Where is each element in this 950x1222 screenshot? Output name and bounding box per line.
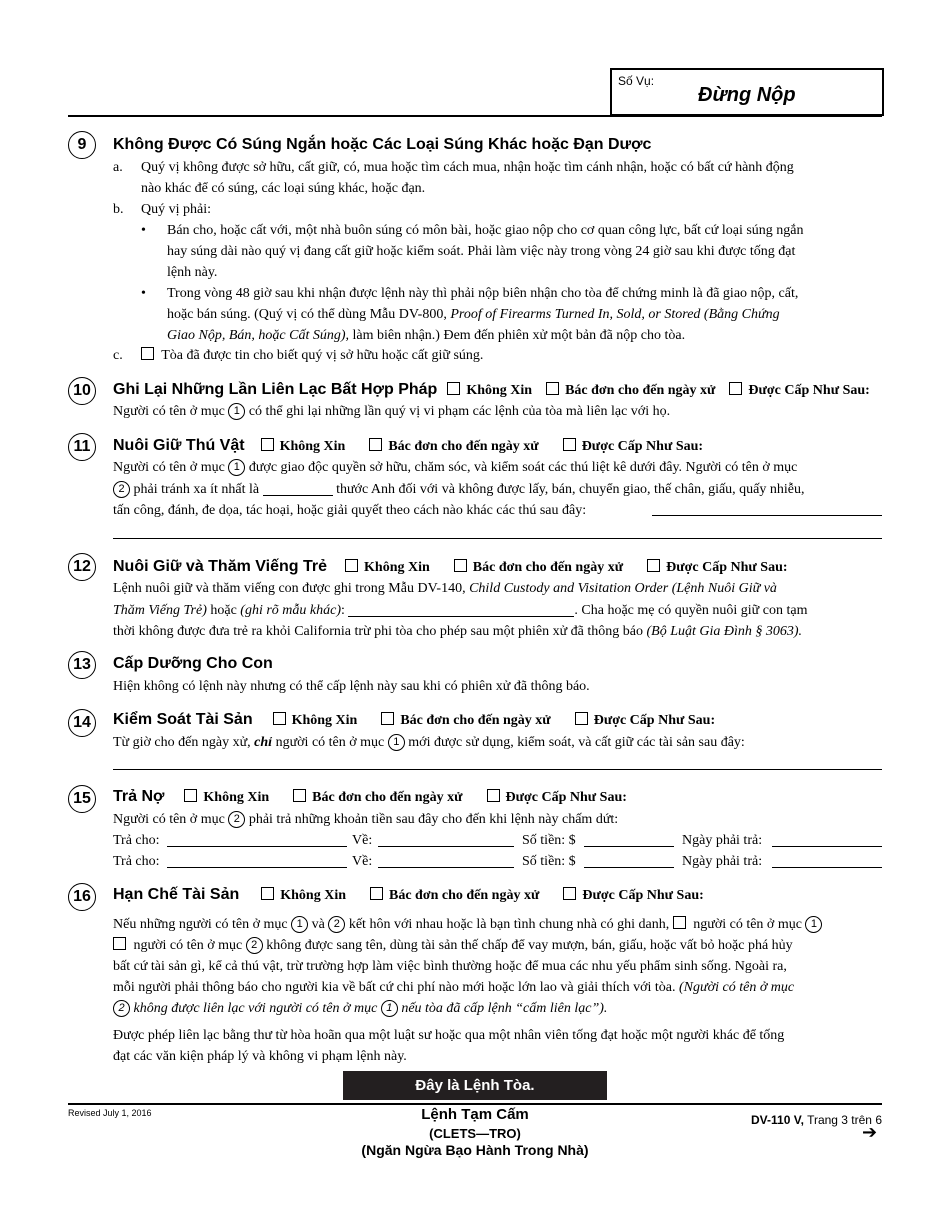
s12-granted-label: Được Cấp Như Sau: (666, 560, 788, 575)
s16-l5b: nếu tòa đã cấp lệnh “cấm liên lạc”). (397, 1001, 608, 1016)
s12-no-checkbox[interactable] (345, 559, 358, 572)
item-9c (141, 345, 483, 366)
s16-granted-label: Được Cấp Như Sau: (582, 888, 704, 903)
s14-l1a: Từ giờ cho đến ngày xử, (113, 735, 255, 750)
dv140-form-name: Child Custody and Visitation Order (Lệnh Nuôi Giữ và (469, 581, 777, 596)
s16-l2b: không được sang tên, dùng tài sản thế chấp để vay mượn, bán, giấu, hoặc vất bỏ hoặc phá hủy (262, 938, 793, 953)
s16-line2 (113, 935, 793, 956)
page-number: Trang 3 trên 6 (807, 1113, 882, 1127)
s11-line1 (113, 457, 797, 478)
form-subtitle-1: (CLETS—TRO) (429, 1126, 521, 1141)
s15-granted-checkbox[interactable] (487, 789, 500, 802)
s16-line1 (113, 914, 822, 935)
section-16-number: 16 (68, 883, 96, 911)
section-16-header (113, 886, 704, 904)
bullet-2: • (141, 286, 146, 301)
s12-no-label: Không Xin (364, 560, 430, 575)
s11-granted-label: Được Cấp Như Sau: (581, 439, 704, 454)
item-9a-line1: Quý vị không được sở hữu, cất giữ, có, mua hoặc tìm cách mua, nhận hoặc tìm cánh nhận, hoặc có bất cứ hành động (141, 160, 794, 175)
s12-line1 (113, 578, 777, 599)
s14-granted-label: Được Cấp Như Sau: (593, 713, 716, 728)
ref-2: 2 (328, 916, 345, 933)
s11-l1a: Người có tên ở mục (113, 460, 229, 475)
s11-line3 (113, 500, 586, 521)
footer-divider (68, 1103, 882, 1105)
top-divider (68, 115, 882, 117)
s16-l4b: (Người có tên ở mục (679, 980, 795, 995)
s16-l1d: người có tên ở mục (689, 917, 806, 932)
s15-l1a: Người có tên ở mục (113, 812, 229, 827)
s16-denied-label: Bác đơn cho đến ngày xử (389, 888, 540, 903)
s16-l2a: người có tên ở mục (130, 938, 246, 953)
s16-denied-checkbox[interactable] (370, 887, 383, 900)
pay-to-label: Trả cho: (113, 833, 160, 848)
s11-no-checkbox[interactable] (261, 438, 274, 451)
s16-line5 (113, 998, 607, 1019)
ref-2: 2 (113, 481, 130, 498)
s16-p2-line2: đạt các văn kiện pháp lý và không vi phạm lệnh này. (113, 1049, 407, 1064)
section-15-title: Trả Nợ (113, 788, 165, 805)
s10-text-a: Người có tên ở mục (113, 404, 229, 419)
ref-1: 1 (228, 459, 245, 476)
s15-no-label: Không Xin (203, 790, 270, 805)
s16-l1a: Nếu những người có tên ở mục (113, 917, 292, 932)
animals-field-1[interactable] (652, 515, 882, 516)
next-page-arrow-icon[interactable]: ➔ (862, 1122, 878, 1143)
s11-denied-checkbox[interactable] (369, 438, 382, 451)
s11-l2b: thước Anh đối với và không được lấy, bán, chuyển giao, thế chân, giấu, quấy nhiễu, (332, 482, 805, 497)
s12-granted-checkbox[interactable] (647, 559, 660, 572)
s10-denied-checkbox[interactable] (546, 382, 559, 395)
section-10-title: Ghi Lại Những Lần Liên Lạc Bất Hợp Pháp (113, 381, 438, 398)
s16-l4a: mỗi người phải thông báo cho người kia về bất cứ chi phí nào mới hoặc lớn lao và giải thích với tòa. (113, 980, 679, 995)
s16-no-checkbox[interactable] (261, 887, 274, 900)
item-9c-checkbox[interactable] (141, 347, 154, 360)
pay-to-field-2[interactable] (167, 867, 347, 868)
section-13-title: Cấp Dưỡng Cho Con (113, 655, 273, 672)
revised-date: Revised July 1, 2016 (68, 1108, 152, 1118)
section-10-text (113, 401, 670, 422)
due-field-1[interactable] (772, 846, 882, 847)
s14-denied-label: Bác đơn cho đến ngày xử (400, 713, 551, 728)
s16-person2-checkbox[interactable] (113, 937, 126, 950)
s11-line2 (113, 479, 805, 500)
s10-no-checkbox[interactable] (447, 382, 460, 395)
due-field-2[interactable] (772, 867, 882, 868)
form-subtitle-2: (Ngăn Ngừa Bạo Hành Trong Nhà) (361, 1142, 589, 1158)
s14-denied-checkbox[interactable] (381, 712, 394, 725)
s14-only: chỉ (254, 735, 273, 750)
case-number-value: Đừng Nộp (698, 84, 796, 106)
s12-line2 (113, 600, 807, 621)
s12-l3a: thời không được đưa trẻ ra khỏi California trừ phi tòa cho phép sau một phiên xử đã thông báo (113, 624, 647, 639)
s12-line3 (113, 621, 802, 642)
section-12-header (113, 558, 788, 576)
section-11-title: Nuôi Giữ Thú Vật (113, 437, 245, 454)
animals-field-2[interactable] (113, 538, 882, 539)
s12-l2b: hoặc (206, 603, 241, 618)
ref-2: 2 (113, 1000, 130, 1017)
item-9b-label: b. (113, 202, 124, 217)
section-11-number: 11 (68, 433, 96, 461)
due-label: Ngày phải trả: (682, 833, 763, 848)
s16-person1-checkbox[interactable] (673, 916, 686, 929)
distance-field[interactable] (263, 481, 333, 496)
section-12-number: 12 (68, 553, 96, 581)
ref-1: 1 (291, 916, 308, 933)
amount-field-2[interactable] (584, 867, 674, 868)
section-16-title: Hạn Chế Tài Sản (113, 886, 240, 903)
bullet-2-line3-text: làm biên nhận.) Đem đến phiên xử một bản đã nộp cho tòa. (349, 328, 686, 343)
s16-line4 (113, 977, 794, 998)
section-14-title: Kiểm Soát Tài Sản (113, 711, 253, 728)
section-15-number: 15 (68, 785, 96, 813)
item-9c-label: c. (113, 348, 123, 363)
bullet-2-line2 (167, 304, 780, 325)
bullet-2-line2-text: hoặc bán súng. (Quý vị có thể dùng Mẫu DV-800, (167, 307, 451, 322)
s12-l2e: . Cha hoặc mẹ có quyền nuôi giữ con tạm (574, 603, 808, 618)
form-id: DV-110 V, (751, 1113, 804, 1127)
ref-2: 2 (246, 937, 263, 954)
s15-l1b: phải trả những khoản tiền sau đây cho đến khi lệnh này chấm dứt: (245, 812, 619, 827)
s11-l1b: được giao độc quyền sở hữu, chăm sóc, và kiểm soát các thú liệt kê dưới đây. Người có tên ở mục (245, 460, 798, 475)
due-label: Ngày phải trả: (682, 854, 763, 869)
amount-field-1[interactable] (584, 846, 674, 847)
dv800-form-name: Proof of Firearms Turned In, Sold, or Stored (Bằng Chứng (450, 307, 780, 322)
s16-p2-line1: Được phép liên lạc bằng thư từ hòa hoãn qua một luật sư hoặc qua một nhân viên tống đạt hoặc một người khác để tống (113, 1028, 785, 1043)
s10-granted-checkbox[interactable] (729, 382, 742, 395)
s12-l1a: Lệnh nuôi giữ và thăm viếng con được ghi trong Mẫu DV-140, (113, 581, 470, 596)
s11-denied-label: Bác đơn cho đến ngày xử (388, 439, 539, 454)
section-9-title: Không Được Có Súng Ngắn hoặc Các Loại Súng Khác hoặc Đạn Dược (113, 136, 652, 153)
s10-no-label: Không Xin (466, 383, 533, 398)
s14-line1 (113, 732, 745, 753)
ref-1: 1 (381, 1000, 398, 1017)
s10-text-b: có thể ghi lại những lần quý vị vi phạm các lệnh của tòa mà liên lạc với họ. (245, 404, 671, 419)
s16-l1c: kết hôn với nhau hoặc là bạn tình chung nhà có ghi danh, (345, 917, 673, 932)
s15-granted-label: Được Cấp Như Sau: (505, 790, 627, 805)
s16-line3: bất cứ tài sản gì, kể cả thú vật, trừ trường hợp làm việc bình thường hoặc để mua các nhu yếu phẩm sinh sống. Ngoài ra, (113, 959, 787, 974)
bullet-1: • (141, 223, 146, 238)
pay-to-label: Trả cho: (113, 854, 160, 869)
ref-1: 1 (228, 403, 245, 420)
dv800-form-name-vn: Giao Nộp, Bán, hoặc Cất Súng), (167, 328, 349, 343)
s12-denied-label: Bác đơn cho đến ngày xử (472, 560, 624, 575)
s14-l1c: người có tên ở mục (272, 735, 388, 750)
section-10-header (113, 381, 870, 399)
section-14-header (113, 711, 715, 729)
amount-label: Số tiền: $ (522, 854, 576, 869)
s15-denied-label: Bác đơn cho đến ngày xử (312, 790, 463, 805)
section-9-number: 9 (68, 131, 96, 159)
s10-denied-label: Bác đơn cho đến ngày xử (565, 383, 716, 398)
for-field-2[interactable] (378, 867, 514, 868)
for-label: Về: (352, 854, 373, 869)
s14-granted-checkbox[interactable] (575, 712, 588, 725)
item-9c-text: Tòa đã được tin cho biết quý vị sở hữu hoặc cất giữ súng. (161, 348, 484, 363)
bullet-2-line3 (167, 325, 685, 346)
s11-no-label: Không Xin (279, 439, 346, 454)
section-11-header (113, 437, 703, 455)
case-number-label: Số Vụ: (618, 74, 655, 88)
section-15-header (113, 788, 627, 806)
section-14-number: 14 (68, 709, 96, 737)
property-field[interactable] (113, 769, 882, 770)
bullet-1-line2: hay súng dài nào quý vị đang cất giữ hoặc kiểm soát. Phải làm việc này trong vòng 24 giờ sau khi được tống đạt (167, 244, 796, 259)
section-13-number: 13 (68, 651, 96, 679)
s16-granted-checkbox[interactable] (563, 887, 576, 900)
ref-2: 2 (228, 811, 245, 828)
s11-l3: tấn công, đánh, đe dọa, tác hoại, hoặc giải quyết theo cách nào khác các thú sau đây: (113, 503, 587, 518)
for-label: Về: (352, 833, 373, 848)
family-code-ref: (Bộ Luật Gia Đình § 3063). (646, 624, 803, 639)
s12-l2d: : (341, 603, 345, 618)
s15-no-checkbox[interactable] (184, 789, 197, 802)
ref-1: 1 (388, 734, 405, 751)
section-10-number: 10 (68, 377, 96, 405)
s10-granted-label: Được Cấp Như Sau: (748, 383, 870, 398)
s11-granted-checkbox[interactable] (563, 438, 576, 451)
s11-l2a: phải tránh xa ít nhất là (130, 482, 263, 497)
item-9b-intro: Quý vị phải: (141, 202, 211, 217)
s16-l1b: và (308, 917, 329, 932)
item-9a-line2: nào khác để có súng, các loại súng khác, hoặc đạn. (141, 181, 426, 196)
dv140-form-name-vn: Thăm Viếng Trẻ) (113, 603, 207, 618)
court-order-banner: Đây là Lệnh Tòa. (343, 1071, 607, 1100)
pay-to-field-1[interactable] (167, 846, 347, 847)
item-9a-label: a. (113, 160, 123, 175)
bullet-1-line3: lệnh này. (167, 265, 218, 280)
amount-label: Số tiền: $ (522, 833, 576, 848)
bullet-1-line1: Bán cho, hoặc cất với, một nhà buôn súng có môn bài, hoặc giao nộp cho cơ quan công lực, bất cứ loại súng ngắn (167, 223, 804, 238)
s12-denied-checkbox[interactable] (454, 559, 467, 572)
for-field-1[interactable] (378, 846, 514, 847)
bullet-2-line1: Trong vòng 48 giờ sau khi nhận được lệnh này thì phải nộp biên nhận cho tòa để chứng minh là đã giao nộp, cất, (167, 286, 799, 301)
s13-line1: Hiện không có lệnh này nhưng có thể cấp lệnh này sau khi có phiên xử đã thông báo. (113, 679, 590, 694)
other-form-field[interactable] (348, 602, 574, 617)
s14-l1d: mới được sử dụng, kiểm soát, và cất giữ các tài sản sau đây: (404, 735, 745, 750)
ref-1: 1 (805, 916, 822, 933)
s14-no-checkbox[interactable] (273, 712, 286, 725)
s16-no-label: Không Xin (280, 888, 346, 903)
s14-no-label: Không Xin (291, 713, 358, 728)
s15-denied-checkbox[interactable] (293, 789, 306, 802)
form-title: Lệnh Tạm Cấm (421, 1106, 529, 1123)
s16-l5a: không được liên lạc với người có tên ở mục (130, 1001, 381, 1016)
section-12-title: Nuôi Giữ và Thăm Viếng Trẻ (113, 558, 328, 575)
other-form-label: (ghi rõ mẫu khác) (240, 603, 341, 618)
case-number-box (610, 68, 884, 116)
s15-line1 (113, 809, 618, 830)
